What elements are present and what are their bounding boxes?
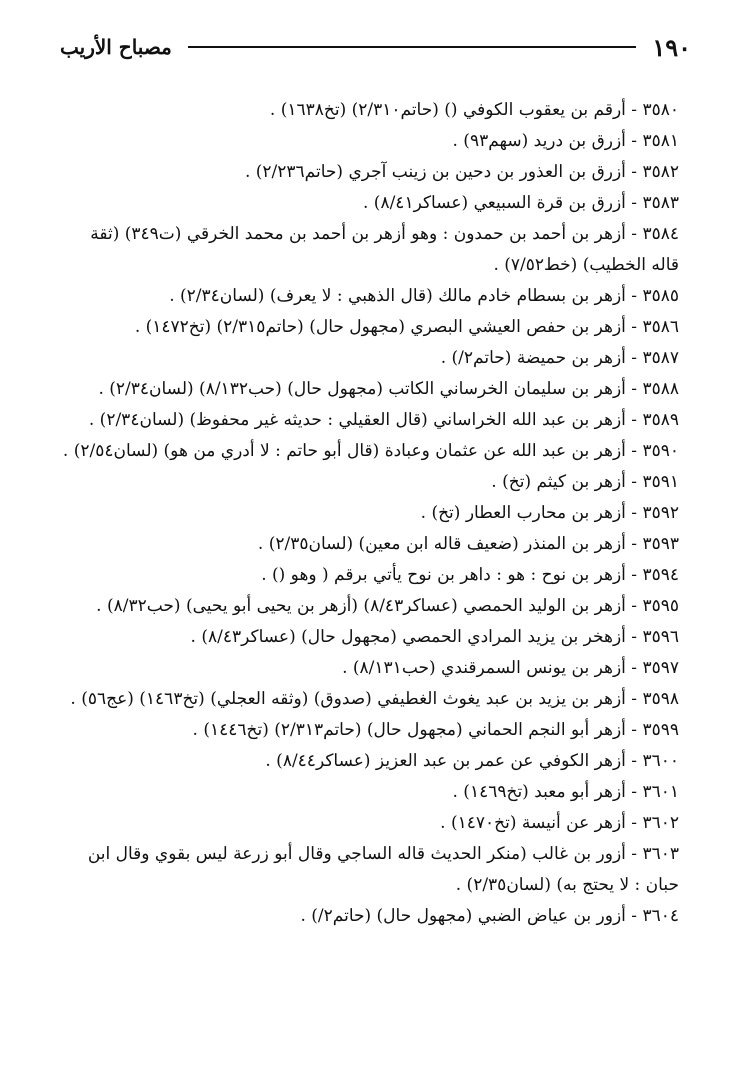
entry: ٣٥٨٠ - أرقم بن يعقوب الكوفي () (حاتم٢/٣١٠) (تخ١٦٣٨) . [269, 100, 679, 120]
page-number: ١٩٠ [652, 32, 691, 62]
entry-text: أزور بن غالب (منكر الحديث قاله الساجي وقال أبو زرعة ليس بقوي وقال ابن حبان : لا يحتج به) (لسان٢/٣٥) . [87, 844, 679, 895]
entry-number: ٣٥٩١ [642, 472, 679, 492]
entry-number: ٣٥٩٢ [642, 503, 679, 523]
entries-list [58, 95, 679, 932]
entry-number: ٣٦٠٣ [642, 844, 679, 864]
entry: ٣٥٩٨ - أزهر بن يزيد بن عبد يغوث الغطيفي (صدوق) (وثقه العجلي) (تخ١٤٦٣) (عج٥٦) . [70, 689, 679, 709]
entry-number: ٣٥٩٦ [642, 627, 679, 647]
entry: ٣٥٩٣ - أزهر بن المنذر (ضعيف قاله ابن معين) (لسان٢/٣٥) . [257, 534, 679, 554]
entry: ٣٥٩٦ - أزهخر بن يزيد المرادي الحمصي (مجهول حال) (عساكر٨/٤٣) . [190, 627, 679, 647]
entry-text: أزهر بن المنذر (ضعيف قاله ابن معين) (لسان٢/٣٥) . [257, 534, 626, 554]
entry: ٣٥٩٧ - أزهر بن يونس السمرقندي (حب٨/١٣١) . [342, 658, 679, 678]
entry-number: ٣٥٩٥ [642, 596, 679, 616]
entry: ٣٥٨٢ - أزرق بن العذور بن دحين بن زينب آجري (حاتم٢/٢٣٦) . [244, 162, 679, 182]
entry: ٣٦٠٣ - أزور بن غالب (منكر الحديث قاله الساجي وقال أبو زرعة ليس بقوي وقال ابن حبان : لا يحتج به) (لسان٢/٣٥) . [87, 844, 679, 895]
entry-text: أزهر الكوفي عن عمر بن عبد العزيز (عساكر٨/٤٤) . [265, 751, 626, 771]
entry: ٣٥٨٤ - أزهر بن أحمد بن حمدون : وهو أزهر بن أحمد بن محمد الخرقي (ت٣٤٩) (ثقة قاله الخطيب) (خط٧/٥٢) . [90, 224, 679, 275]
entry-number: ٣٥٩٤ [642, 565, 679, 585]
entry-text: أزهر أبو معبد (تخ١٤٦٩) . [452, 782, 626, 802]
entry-text: أزهر بن أحمد بن حمدون : وهو أزهر بن أحمد بن محمد الخرقي (ت٣٤٩) (ثقة قاله الخطيب) (خط٧/٥٢) . [90, 224, 679, 275]
entry-text: أزهر بن يزيد بن عبد يغوث الغطيفي (صدوق) (وثقه العجلي) (تخ١٤٦٣) (عج٥٦) . [70, 689, 626, 709]
entry: ٣٥٨٦ - أزهر بن حفص العيشي البصري (مجهول حال) (حاتم٢/٣١٥) (تخ١٤٧٢) . [134, 317, 679, 337]
entry-text: أزهر بن بسطام خادم مالك (قال الذهبي : لا يعرف) (لسان٢/٣٤) . [169, 286, 626, 306]
entry-text: أزهر بن محارب العطار (تخ) . [420, 503, 626, 523]
entry-text: أرقم بن يعقوب الكوفي () (حاتم٢/٣١٠) (تخ١٦٣٨) . [269, 100, 626, 120]
entry: ٣٥٨١ - أزرق بن دريد (سهم٩٣) . [452, 131, 679, 151]
entry-text: أزور بن عياض الضبي (مجهول حال) (حاتم٢/) . [300, 906, 626, 926]
entry-text: أزهر بن الوليد الحمصي (عساكر٨/٤٣) (أزهر بن يحيى أبو يحيى) (حب٨/٣٢) . [96, 596, 626, 616]
entry-number: ٣٦٠٠ [642, 751, 679, 771]
page-header [60, 30, 691, 64]
entry: ٣٥٩١ - أزهر بن كيثم (تخ) . [491, 472, 679, 492]
entry-number: ٣٥٨٦ [642, 317, 679, 337]
entry-text: أزهر بن نوح : هو : داهر بن نوح يأتي برقم ( وهو () . [261, 565, 626, 585]
entry: ٣٦٠٤ - أزور بن عياض الضبي (مجهول حال) (حاتم٢/) . [300, 906, 679, 926]
entry-number: ٣٥٩٩ [642, 720, 679, 740]
entry: ٣٥٨٩ - أزهر بن عبد الله الخراساني (قال العقيلي : حديثه غير محفوظ) (لسان٢/٣٤) . [88, 410, 679, 430]
entry-number: ٣٥٨٤ [642, 224, 679, 244]
entry-number: ٣٥٩٨ [642, 689, 679, 709]
running-title: مصباح الأريب [60, 35, 172, 59]
entry-text: أزهر عن أنيسة (تخ١٤٧٠) . [440, 813, 626, 833]
entry-number: ٣٦٠٤ [642, 906, 679, 926]
entry-number: ٣٥٨٨ [642, 379, 679, 399]
entry: ٣٥٨٨ - أزهر بن سليمان الخرساني الكاتب (مجهول حال) (حب٨/١٣٢) (لسان٢/٣٤) . [98, 379, 679, 399]
entry-number: ٣٥٨٠ [642, 100, 679, 120]
entry-number: ٣٥٨٥ [642, 286, 679, 306]
entry: ٣٥٩٤ - أزهر بن نوح : هو : داهر بن نوح يأتي برقم ( وهو () . [261, 565, 679, 585]
entry-text: أزهر بن حفص العيشي البصري (مجهول حال) (حاتم٢/٣١٥) (تخ١٤٧٢) . [134, 317, 626, 337]
entry: ٣٥٩٥ - أزهر بن الوليد الحمصي (عساكر٨/٤٣) (أزهر بن يحيى أبو يحيى) (حب٨/٣٢) . [96, 596, 679, 616]
entry-number: ٣٦٠١ [642, 782, 679, 802]
entry: ٣٥٩٢ - أزهر بن محارب العطار (تخ) . [420, 503, 679, 523]
entry-text: أزهر بن يونس السمرقندي (حب٨/١٣١) . [342, 658, 626, 678]
entry: ٣٦٠٢ - أزهر عن أنيسة (تخ١٤٧٠) . [440, 813, 679, 833]
entry-text: أزهر بن عبد الله الخراساني (قال العقيلي : حديثه غير محفوظ) (لسان٢/٣٤) . [88, 410, 626, 430]
entry: ٣٥٩٠ - أزهر بن عبد الله عن عثمان وعبادة (قال أبو حاتم : لا أدري من هو) (لسان٢/٥٤) . [62, 441, 679, 461]
entry: ٣٥٨٣ - أزرق بن قرة السبيعي (عساكر٨/٤١) . [363, 193, 679, 213]
entry-number: ٣٥٩٧ [642, 658, 679, 678]
entry-text: أزرق بن دريد (سهم٩٣) . [452, 131, 626, 151]
entry-number: ٣٦٠٢ [642, 813, 679, 833]
entry-text: أزهر بن سليمان الخرساني الكاتب (مجهول حال) (حب٨/١٣٢) (لسان٢/٣٤) . [98, 379, 626, 399]
entry-text: أزهر بن عبد الله عن عثمان وعبادة (قال أبو حاتم : لا أدري من هو) (لسان٢/٥٤) . [62, 441, 626, 461]
entry-number: ٣٥٨٢ [642, 162, 679, 182]
entry: ٣٥٩٩ - أزهر أبو النجم الحماني (مجهول حال) (حاتم٢/٣١٣) (تخ١٤٤٦) . [192, 720, 679, 740]
entry-number: ٣٥٨١ [642, 131, 679, 151]
entry-number: ٣٥٨٩ [642, 410, 679, 430]
entry-number: ٣٥٩٠ [642, 441, 679, 461]
entry-text: أزهر بن كيثم (تخ) . [491, 472, 626, 492]
entry: ٣٥٨٥ - أزهر بن بسطام خادم مالك (قال الذهبي : لا يعرف) (لسان٢/٣٤) . [169, 286, 679, 306]
entry-text: أزهر أبو النجم الحماني (مجهول حال) (حاتم٢/٣١٣) (تخ١٤٤٦) . [192, 720, 626, 740]
header-rule [188, 46, 636, 48]
entry-text: أزرق بن العذور بن دحين بن زينب آجري (حاتم٢/٢٣٦) . [244, 162, 626, 182]
entry-text: أزهخر بن يزيد المرادي الحمصي (مجهول حال) (عساكر٨/٤٣) . [190, 627, 626, 647]
entry: ٣٥٨٧ - أزهر بن حميضة (حاتم٢/) . [440, 348, 679, 368]
entry-number: ٣٥٩٣ [642, 534, 679, 554]
entry-number: ٣٥٨٣ [642, 193, 679, 213]
entry-number: ٣٥٨٧ [642, 348, 679, 368]
entry: ٣٦٠٠ - أزهر الكوفي عن عمر بن عبد العزيز (عساكر٨/٤٤) . [265, 751, 679, 771]
entry: ٣٦٠١ - أزهر أبو معبد (تخ١٤٦٩) . [452, 782, 679, 802]
entry-text: أزرق بن قرة السبيعي (عساكر٨/٤١) . [363, 193, 626, 213]
entry-text: أزهر بن حميضة (حاتم٢/) . [440, 348, 626, 368]
